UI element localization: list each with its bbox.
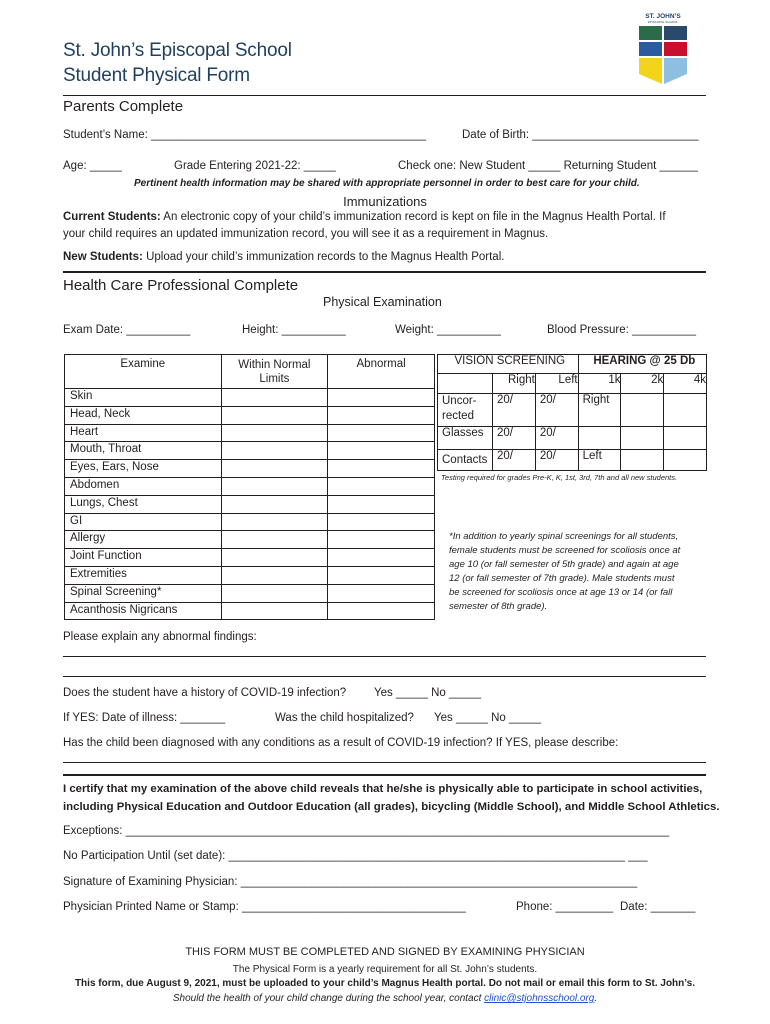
new-students-line bbox=[63, 251, 504, 263]
spinal-note-line: be screened for scoliosis once at age 13 or 14 (or fall bbox=[449, 587, 673, 598]
hearing-left-2k[interactable] bbox=[621, 450, 664, 471]
exam-row-label: Skin bbox=[65, 389, 222, 407]
uncorrected-label bbox=[438, 394, 493, 427]
col-within-line1: Within Normal bbox=[238, 359, 311, 371]
exam-row bbox=[65, 424, 435, 442]
abnormal-cell[interactable] bbox=[328, 406, 435, 424]
certify-line-2: including Physical Education and Outdoor Education (all grades), bicycling (Middle School), and Middle School Athletics. bbox=[63, 801, 720, 813]
footer-period: . bbox=[594, 993, 598, 1004]
exam-row-label: Abdomen bbox=[65, 477, 222, 495]
exam-row bbox=[65, 495, 435, 513]
within-normal-cell[interactable] bbox=[221, 442, 328, 460]
within-normal-cell[interactable] bbox=[221, 424, 328, 442]
exam-row-label: Acanthosis Nigricans bbox=[65, 602, 222, 620]
new-students-label: New Students: bbox=[63, 251, 143, 263]
col-examine: Examine bbox=[65, 355, 222, 389]
spinal-note-line: female students must be screened for scoliosis once at bbox=[449, 545, 681, 556]
col-abnormal: Abnormal bbox=[328, 355, 435, 389]
spinal-note-line: semester of 8th grade). bbox=[449, 601, 548, 612]
current-students-label: Current Students: bbox=[63, 211, 161, 223]
abnormal-cell[interactable] bbox=[328, 602, 435, 620]
vision-blank-cell bbox=[438, 374, 493, 394]
hospitalized-question: Was the child hospitalized? bbox=[275, 712, 414, 724]
hearing-4k-label: 4k bbox=[664, 374, 707, 394]
exam-row bbox=[65, 531, 435, 549]
logo-text: ST. JOHN’S bbox=[645, 13, 681, 20]
uncorrected-left[interactable]: 20/ bbox=[535, 394, 578, 427]
exam-row-label: Joint Function bbox=[65, 549, 222, 567]
exam-table bbox=[64, 354, 435, 620]
within-normal-cell[interactable] bbox=[221, 566, 328, 584]
spinal-note-line: *In addition to yearly spinal screenings for all students, bbox=[449, 531, 679, 542]
hospitalized-answer[interactable]: Yes _____ No _____ bbox=[434, 712, 542, 724]
logo-green-block bbox=[639, 26, 662, 40]
within-normal-cell[interactable] bbox=[221, 549, 328, 567]
within-normal-cell[interactable] bbox=[221, 477, 328, 495]
spinal-note-line: 12 (or fall semester of 7th grade). Male students must bbox=[449, 573, 675, 584]
exam-row-label: Spinal Screening* bbox=[65, 584, 222, 602]
weight-field[interactable]: Weight: __________ bbox=[395, 324, 501, 336]
vision-left-label: Left bbox=[535, 374, 578, 394]
abnormal-cell[interactable] bbox=[328, 549, 435, 567]
exceptions-field[interactable]: Exceptions: _____________________________________________________________________________________ bbox=[63, 825, 670, 837]
exam-row bbox=[65, 602, 435, 620]
findings-line-1[interactable] bbox=[63, 656, 706, 657]
hearing-right-label: Right bbox=[578, 394, 621, 427]
logo-red-block bbox=[664, 42, 687, 56]
logo-lightblue-block bbox=[664, 58, 687, 84]
hearing-cell[interactable] bbox=[664, 427, 707, 450]
certify-line-1: I certify that my examination of the above child reveals that he/she is physically able to participate in school activities, bbox=[63, 783, 703, 795]
uncorrected-line1: Uncor- bbox=[442, 395, 477, 407]
exam-row-label: GI bbox=[65, 513, 222, 531]
hearing-2k-label: 2k bbox=[621, 374, 664, 394]
footer-due: This form, due August 9, 2021, must be uploaded to your child’s Magnus Health portal. Do not mail or email this form to St. John’s. bbox=[74, 978, 696, 989]
col-within-line2: Limits bbox=[259, 373, 290, 385]
new-students-text: Upload your child’s immunization records to the Magnus Health Portal. bbox=[142, 251, 505, 263]
hearing-right-2k[interactable] bbox=[621, 394, 664, 427]
within-normal-cell[interactable] bbox=[221, 406, 328, 424]
within-normal-cell[interactable] bbox=[221, 584, 328, 602]
exam-row-label: Eyes, Ears, Nose bbox=[65, 460, 222, 478]
spinal-note bbox=[449, 530, 680, 614]
no-participation-field[interactable]: No Participation Until (set date): ______________________________________________________________ ___ bbox=[63, 850, 648, 862]
footer-must: THIS FORM MUST BE COMPLETED AND SIGNED BY EXAMINING PHYSICIAN bbox=[185, 946, 585, 958]
findings-line-2[interactable] bbox=[63, 676, 706, 677]
covid-history-answer[interactable]: Yes _____ No _____ bbox=[374, 687, 482, 699]
logo-navy-block bbox=[664, 26, 687, 40]
school-title: St. John’s Episcopal School bbox=[63, 40, 292, 61]
exam-row bbox=[65, 549, 435, 567]
phone-field[interactable]: Phone: _________ bbox=[516, 901, 614, 913]
exam-table-header bbox=[65, 355, 435, 389]
abnormal-cell[interactable] bbox=[328, 566, 435, 584]
diagnosed-question: Has the child been diagnosed with any conditions as a result of COVID-19 infection? If YES, please describe: bbox=[63, 737, 619, 749]
exam-row-label: Head, Neck bbox=[65, 406, 222, 424]
abnormal-cell[interactable] bbox=[328, 584, 435, 602]
illness-date-field[interactable]: If YES: Date of illness: _______ bbox=[63, 712, 226, 724]
vision-right-label: Right bbox=[492, 374, 535, 394]
form-title: Student Physical Form bbox=[63, 65, 250, 86]
logo-yellow-block bbox=[639, 58, 662, 84]
glasses-label: Glasses bbox=[438, 427, 493, 450]
hearing-heading: HEARING @ 25 Db bbox=[578, 355, 706, 374]
findings-prompt: Please explain any abnormal findings: bbox=[63, 631, 257, 643]
age-field[interactable]: Age: _____ bbox=[63, 160, 122, 172]
blood-pressure-field[interactable]: Blood Pressure: __________ bbox=[547, 324, 696, 336]
grade-field[interactable]: Grade Entering 2021-22: _____ bbox=[174, 160, 336, 172]
exam-row-label: Heart bbox=[65, 424, 222, 442]
contacts-label: Contacts bbox=[438, 450, 493, 471]
hearing-cell[interactable] bbox=[578, 427, 621, 450]
exam-row bbox=[65, 406, 435, 424]
glasses-left[interactable]: 20/ bbox=[535, 427, 578, 450]
student-name-field[interactable]: Student’s Name: ___________________________________________ bbox=[63, 129, 427, 141]
exam-row bbox=[65, 584, 435, 602]
exam-row-label: Mouth, Throat bbox=[65, 442, 222, 460]
glasses-right[interactable]: 20/ bbox=[492, 427, 535, 450]
footer-yearly: The Physical Form is a yearly requirement for all St. John’s students. bbox=[232, 964, 538, 975]
header-divider bbox=[63, 95, 706, 96]
height-field[interactable]: Height: __________ bbox=[242, 324, 346, 336]
vision-hearing-table bbox=[437, 354, 707, 471]
hearing-left-label: Left bbox=[578, 450, 621, 471]
within-normal-cell[interactable] bbox=[221, 531, 328, 549]
abnormal-cell[interactable] bbox=[328, 424, 435, 442]
exam-row-label: Lungs, Chest bbox=[65, 495, 222, 513]
testing-note: Testing required for grades Pre-K, K, 1st, 3rd, 7th and all new students. bbox=[441, 473, 678, 482]
within-normal-cell[interactable] bbox=[221, 460, 328, 478]
abnormal-cell[interactable] bbox=[328, 531, 435, 549]
footer-contact bbox=[0, 993, 770, 1004]
uncorrected-line2: rected bbox=[442, 410, 474, 422]
uncorrected-right[interactable]: 20/ bbox=[492, 394, 535, 427]
school-logo bbox=[636, 12, 690, 86]
pertinent-note: Pertinent health information may be shared with appropriate personnel in order to best care for your child. bbox=[134, 178, 640, 189]
date-field[interactable]: Date: _______ bbox=[620, 901, 696, 913]
abnormal-cell[interactable] bbox=[328, 460, 435, 478]
abnormal-cell[interactable] bbox=[328, 442, 435, 460]
abnormal-cell[interactable] bbox=[328, 513, 435, 531]
physical-exam-heading: Physical Examination bbox=[323, 295, 442, 309]
hearing-1k-label: 1k bbox=[578, 374, 621, 394]
hearing-left-4k[interactable] bbox=[664, 450, 707, 471]
diagnosed-line[interactable] bbox=[63, 762, 706, 763]
student-type-field[interactable]: Check one: New Student _____ Returning Student ______ bbox=[398, 160, 698, 172]
within-normal-cell[interactable] bbox=[221, 389, 328, 407]
current-students-line bbox=[63, 211, 666, 223]
contacts-left[interactable]: 20/ bbox=[535, 450, 578, 471]
hearing-cell[interactable] bbox=[621, 427, 664, 450]
clinic-email-link[interactable]: clinic@stjohnsschool.org bbox=[484, 993, 595, 1004]
within-normal-cell[interactable] bbox=[221, 495, 328, 513]
printed-name-field[interactable]: Physician Printed Name or Stamp: ___________________________________ bbox=[63, 901, 466, 913]
parents-heading: Parents Complete bbox=[63, 98, 184, 115]
exam-row bbox=[65, 566, 435, 584]
abnormal-cell[interactable] bbox=[328, 389, 435, 407]
exam-date-field[interactable]: Exam Date: __________ bbox=[63, 324, 191, 336]
hearing-right-4k[interactable] bbox=[664, 394, 707, 427]
exam-row bbox=[65, 389, 435, 407]
hcp-heading: Health Care Professional Complete bbox=[63, 277, 299, 294]
exam-row bbox=[65, 460, 435, 478]
exam-row bbox=[65, 513, 435, 531]
contacts-right[interactable]: 20/ bbox=[492, 450, 535, 471]
within-normal-cell[interactable] bbox=[221, 602, 328, 620]
footer-should: Should the health of your child change during the school year, contact bbox=[172, 993, 485, 1004]
logo-subtext: EPISCOPAL SCHOOL bbox=[647, 20, 679, 24]
exam-row-label: Allergy bbox=[65, 531, 222, 549]
signature-field[interactable]: Signature of Examining Physician: ______________________________________________________________ bbox=[63, 876, 638, 888]
hcp-divider bbox=[63, 271, 706, 273]
spinal-note-line: age 10 (or fall semester of 5th grade) and again at age bbox=[449, 559, 679, 570]
immunizations-heading: Immunizations bbox=[343, 194, 427, 209]
dob-field[interactable]: Date of Birth: __________________________ bbox=[462, 129, 699, 141]
current-students-text: An electronic copy of your child’s immunization record is kept on file in the Magnus Health Portal. If bbox=[160, 211, 666, 223]
current-students-text-2: your child requires an updated immunization record, you will see it as a requirement in Magnus. bbox=[63, 228, 549, 240]
exam-row bbox=[65, 442, 435, 460]
exam-row bbox=[65, 477, 435, 495]
col-within-normal bbox=[221, 355, 328, 389]
covid-history-question: Does the student have a history of COVID-19 infection? bbox=[63, 687, 347, 699]
vision-heading: VISION SCREENING bbox=[438, 355, 579, 374]
logo-blue-block bbox=[639, 42, 662, 56]
abnormal-cell[interactable] bbox=[328, 495, 435, 513]
abnormal-cell[interactable] bbox=[328, 477, 435, 495]
within-normal-cell[interactable] bbox=[221, 513, 328, 531]
certify-divider bbox=[63, 774, 706, 776]
exam-row-label: Extremities bbox=[65, 566, 222, 584]
